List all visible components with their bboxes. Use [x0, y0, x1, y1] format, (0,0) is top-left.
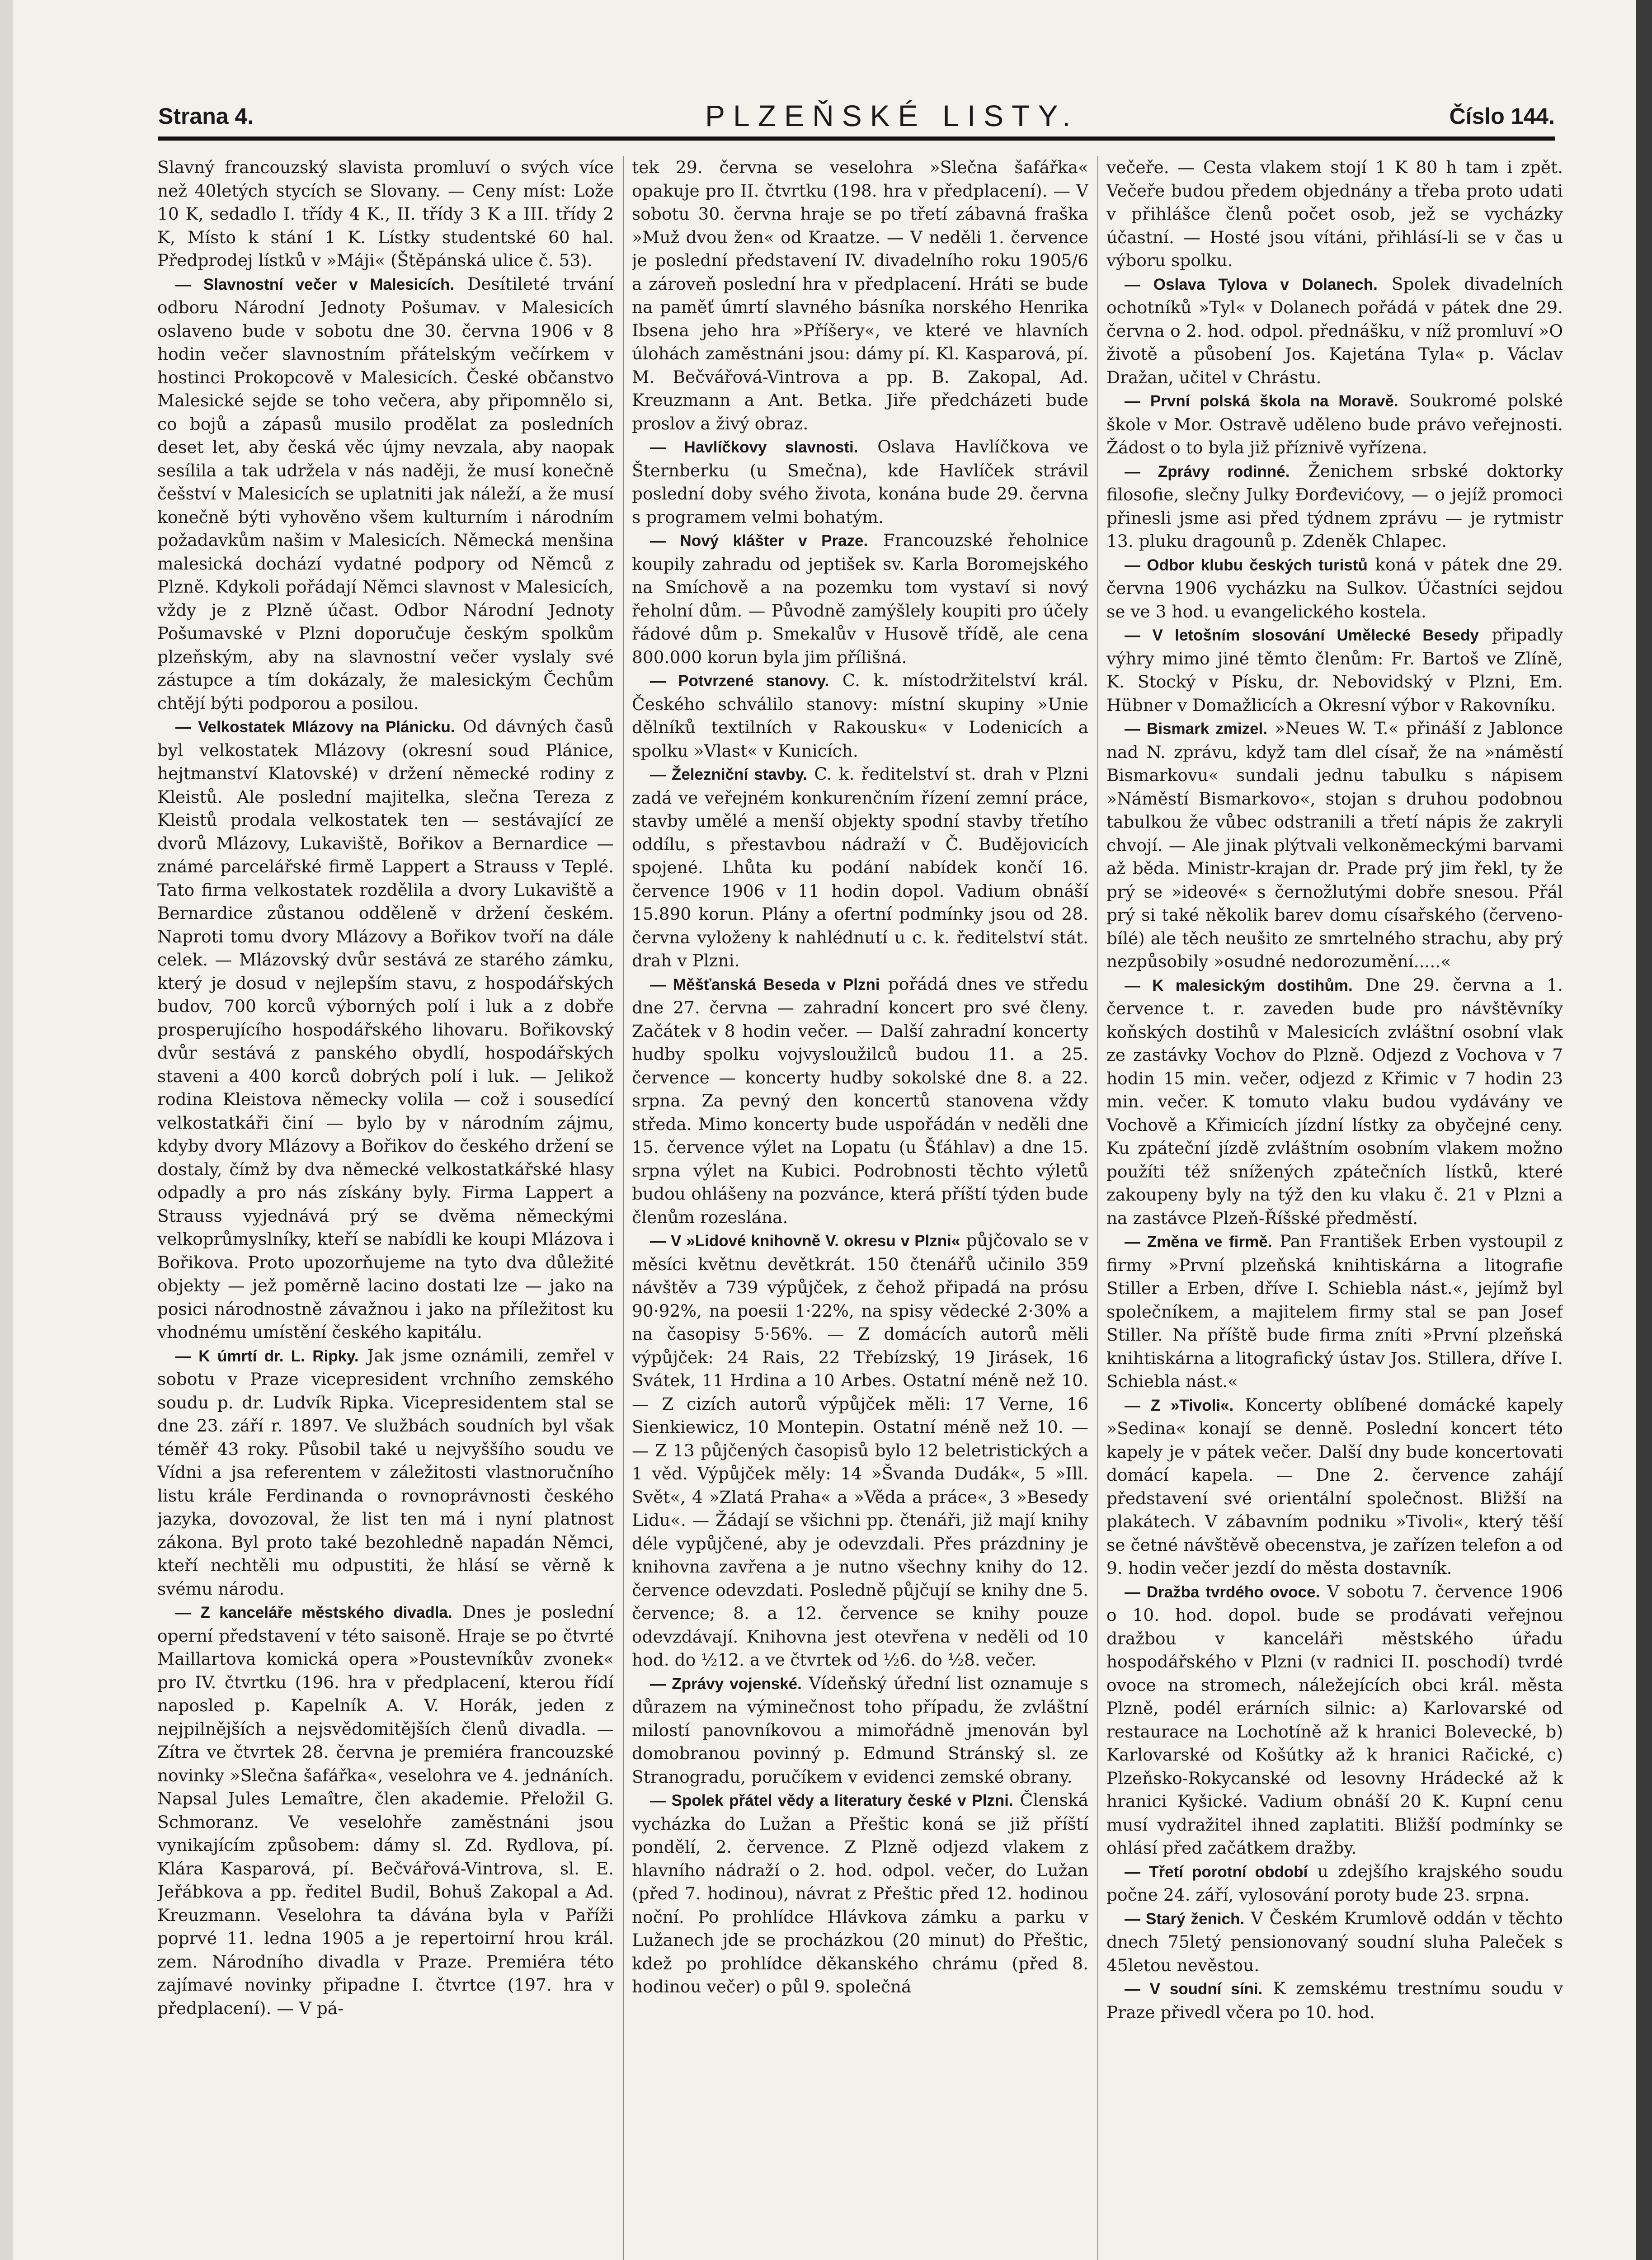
article-headline: — Starý ženich. — [1125, 1910, 1245, 1928]
article-body: Vídeňský úřední list oznamuje s důrazem na výminečnost toho případu, že zvláštní milostí panovníkovou a mimořádně jmenován byl domobranou povinný p. Edmund Stránský sl. ze Stranogradu, poručíkem v evidenci zemské obrany. — [632, 1673, 1088, 1787]
article-headline: — Měšťanská Beseda v Plzni — [650, 975, 880, 993]
article — [1106, 717, 1563, 974]
article-body: Spolek divadelních ochotníků »Tyl« v Dolanech pořádá v pátek dne 29. června o 2. hod. odpol. přednášku, v níž promluví »O životě a působení Jos. Kajetána Tyla« p. Václav Dražan, učitel v Chrástu. — [1106, 273, 1563, 387]
article-headline: — Potvrzené stanovy. — [650, 672, 829, 690]
article-body: koná v pátek dne 29. června 1906 vycházku na Sulkov. Účastníci sejdou se ve 3 hod. u evangelického kostela. — [1106, 554, 1563, 622]
article-body: Oslava Havlíčkova ve Šternberku (u Smečna), kde Havlíček strávil poslední doby svého života, konána bude 29. června s programem velmi bohatým. — [632, 437, 1088, 527]
article — [632, 1672, 1088, 1789]
article — [157, 156, 614, 273]
article-headline: — Bismark zmizel. — [1125, 720, 1267, 738]
header-rule — [158, 137, 1555, 141]
article-headline: — Slavnostní večer v Malesicích. — [175, 275, 455, 293]
article-headline: — V soudní síni. — [1125, 1980, 1263, 1998]
article-body: C. k. místodržitelství král. Českého schválilo stanovy: místní skupiny »Unie dělníků textilních v Rakousku« v Lodenicích a spolku »Vlast« v Kunicích. — [632, 670, 1088, 761]
article — [1106, 156, 1563, 273]
article-headline: — K malesickým dostihům. — [1125, 976, 1353, 994]
column-2 — [632, 156, 1088, 2260]
article — [632, 669, 1088, 763]
article-headline: — Dražba tvrdého ovoce. — [1125, 1583, 1320, 1601]
column-divider — [1097, 156, 1098, 2260]
article — [1106, 1860, 1563, 1907]
article-headline: — Nový klášter v Praze. — [650, 532, 868, 550]
article-body: večeře. — Cesta vlakem stojí 1 K 80 h tam i zpět. Večeře budou předem objednány a třeba proto udati v přihlášce členů počet osob, jež se vycházky účastní. — Hosté jsou vítáni, přihlásí-li se v čas u výboru spolku. — [1106, 157, 1563, 270]
article — [632, 763, 1088, 973]
newspaper-title: PLZEŇSKÉ LISTY. — [705, 99, 1079, 132]
article-body: K zemskému trestnímu soudu v Praze přivedl včera po 10. hod. — [1106, 1978, 1563, 2022]
article-headline: — K úmrtí dr. L. Ripky. — [175, 1347, 359, 1365]
article-body: Dnes je poslední operní představení v této saisoně. Hraje se po čtvrté Maillartova komická opera »Poustevníkův zvonek« pro IV. čtvrtku (196. hra v předplacení, kterou řídí naposled p. Kapelník A. V. Horák, jeden z nejpilnějších a nejsvědomitějších členů divadla. — Zítra ve čtvrtek 28. června je premiéra francouzské novinky »Slečna šafářka«, veselohra ve 4. jednáních. Napsal Jules Lemaître, člen akademie. Přeložil G. Schmoranz. Ve veselohře zaměstnáni jsou vynikajícím způsobem: dámy sl. Zd. Rydlova, pí. Klára Kasparová, pí. Bečvářová-Vintrova, sl. E. Jeřábkova a pp. ředitel Budil, Bohuš Zakopal a Ad. Kreuzmann. Veselohra ta dávána byla v Paříži poprvé 11. ledna 1905 a je repertoirní hrou král. zem. Národního divadla v Praze. Premiéra této zajímavé novinky připadne I. čtvrtce (197. hra v předplacení). — V pá- — [157, 1602, 614, 2018]
article-body: půjčovalo se v měsíci květnu devětkrát. 150 čtenářů učinilo 359 návštěv a 739 výpůjček, z čehož připadá na prósu 90·92%, na poesii 1·22%, na spisy vědecké 2·30% a na časopisy 5·56%. — Z domácích autorů měli výpůjček: 24 Rais, 22 Třebízský, 19 Jirásek, 16 Svátek, 11 Hrdina a 10 Arbes. Ostatní méně než 10. — Z cizích autorů výpůjček měli: 17 Verne, 16 Sienkiewicz, 10 Montepin. Ostatní méně než 10. — — Z 13 půjčených časopisů bylo 12 beletristických a 1 věd. Výpůjček měly: 14 »Švanda Dudák«, 5 »Ill. Svět«, 4 »Zlatá Praha« a »Věda a práce«, 3 »Besedy Lidu«. — Žádají se všichni pp. čtenáři, již mají knihy déle vypůjčené, aby je odevzdali. Přes prázdniny je knihovna zavřena a je nutno všechny knihy do 12. července odevzdati. Posledně půjčují se knihy dne 5. července; 8. a 12. července se knihy pouze odevzdávají. Knihovna jest otevřena v neděli od 10 hod. do ½12. a ve čtvrtek od ½6. do ½8. večer. — [632, 1230, 1088, 1670]
article — [1106, 1394, 1563, 1580]
issue-number: Číslo 144. — [1449, 104, 1555, 129]
article-headline: — Oslava Tylova v Dolanech. — [1125, 275, 1378, 293]
article-headline: — Zprávy vojenské. — [650, 1675, 802, 1693]
article — [632, 1789, 1088, 1999]
article-body: Desítileté trvání odboru Národní Jednoty Pošumav. v Malesicích oslaveno bude v sobotu dne 30. června 1906 v 8 hodin večer slavnostním přátelským večírkem v hostinci Prokopcově v Malesicích. České občanstvo Malesické sejde se toho večera, aby připomnělo si, co bojů a zápasů musilo prodělat za posledních deset let, aby česká věc újmy nevzala, aby naopak sesílila a tak udržela v nás naději, že musí konečně češství v Malesicích se uplatniti jak náleží, a že musí konečně býti vyhověno všem kulturním i národním požadavkům našim v Malesicích. Německá menšina malesická dochází vydatné podpory od Němců z Plzně. Kdykoli pořádají Němci slavnost v Malesicích, vždy je z Plzně účast. Odbor Národní Jednoty Pošumavské v Plzni doporučuje českým spolkům plzeňským, aby na slavnostní večer vyslaly své zástupce a tím dokázaly, že malesickým Čechům chtějí býti podporou a posilou. — [157, 273, 614, 713]
article — [632, 973, 1088, 1229]
article — [157, 273, 614, 716]
article-headline: — Třetí porotní období — [1125, 1863, 1308, 1881]
article — [1106, 273, 1563, 390]
article-body: Pan František Erben vystoupil z firmy »První plzeňská knihtiskárna a litografie Stiller a Erben, dříve I. Schiebla nást.«, jejímž byl společníkem, a majitelem firmy stal se pan Josef Stiller. Na příště bude firma zníti »První plzeňská knihtiskárna a litografický ústav Jos. Stillera, dříve I. Schiebla nást.« — [1106, 1231, 1563, 1391]
article — [1106, 553, 1563, 624]
article-headline: — Velkostatek Mlázovy na Plánicku. — [175, 718, 455, 736]
article — [157, 1344, 614, 1601]
article-headline: — První polská škola na Moravě. — [1125, 392, 1398, 410]
article — [1106, 389, 1563, 460]
article — [1106, 1230, 1563, 1394]
article-body: Koncerty oblíbené domácké kapely »Sedina« konají se denně. Poslední koncert této kapely je v pátek večer. Další dny bude koncertovati domácí kapela. — Dne 2. července zahájí představení své orientální společnost. Bližší na plakátech. V zábavním podniku »Tivoli«, který těší se četné návštěvě obecenstva, je zařízen telefon a od 9. hodin večer jezdí do města dostavník. — [1106, 1394, 1563, 1578]
article-headline: — Spolek přátel vědy a literatury české v Plzni. — [650, 1792, 1013, 1809]
article — [1106, 460, 1563, 553]
article-headline: — V »Lidové knihovně V. okresu v Plzni« — [650, 1232, 960, 1250]
article-body: tek 29. června se veselohra »Slečna šafářka« opakuje pro II. čtvrtku (198. hra v předplacení). — V sobotu 30. června hraje se po třetí zábavná fraška »Muž dvou žen« od Kraatze. — V neděli 1. července je poslední představení IV. divadelního roku 1905/6 a zároveň poslední hra v předplacení. Hráti se bude na paměť úmrtí slavného básníka norského Henrika Ibsena jeho hra »Příšery«, ve které ve hlavních úlohách zaměstnáni jsou: dámy pí. Kl. Kasparová, pí. M. Bečvářová-Vintrova a pp. B. Zakopal, Ad. Kreuzmann a Ant. Betka. Jiře předcházeti bude proslov a živý obraz. — [632, 157, 1088, 433]
article-body: Jak jsme oznámili, zemřel v sobotu v Praze vicepresident vrchního zemského soudu p. dr. Ludvík Ripka. Vicepresidentem stal se dne 23. září r. 1897. Ve službách soudních byl však téměř 43 roky. Působil také u nejvyššího soudu ve Vídni a jsa referentem v záležitosti vlastnoručního listu krále Ferdinanda o rovnoprávnosti českého jazyka, dovozoval, že list ten má i nyní platnost zákona. Byl proto také bezohledně napadán Němci, kteří nechtěli mu odpustiti, že hlásí se věrně k svému národu. — [157, 1345, 614, 1599]
article-body: Francouzské řeholnice koupily zahradu od jeptišek sv. Karla Boromejského na Smíchově a na pozemku tom vystaví si nový řeholní dům. — Původně zamýšlely koupiti pro účely řádové dům p. Smekalův v Husově třídě, ale cena 800.000 korun byla jim přílišná. — [632, 530, 1088, 667]
article-body: Dne 29. června a 1. července t. r. zaveden bude pro návštěvníky koňských dostihů v Malesicích zvláštní osobní vlak ze zastávky Vochov do Plzně. Odjezd z Vochova v 7 hodin 15 min. večer, odjezd z Křimic v 7 hodin 23 min. večer. K tomuto vlaku budou vydávány ve Vochově a Křimicích jízdní lístky za obyčejné ceny. Ku zpáteční jízdě zvláštním osobním vlakem možno použíti též snížených zpátečních lístků, které zakoupeny byly na týž den ku vlaku č. 21 v Plzni a na zastávce Plzeň-Říšské předměstí. — [1106, 975, 1563, 1228]
article — [1106, 1977, 1563, 2024]
article-body: Soukromé polské škole v Mor. Ostravě uděleno bude právo veřejnosti. Žádost o to byla již příznivě vyřízena. — [1106, 391, 1563, 457]
article — [632, 1229, 1088, 1672]
article — [1106, 974, 1563, 1230]
article — [632, 529, 1088, 669]
page-header — [158, 99, 1555, 135]
article — [157, 1601, 614, 2020]
article-body: V Českém Krumlově oddán v těchto dnech 75letý pensionovaný soudní sluha Paleček s 45letou nevěstou. — [1106, 1908, 1563, 1975]
article-body: pořádá dnes ve středu dne 27. června — zahradní koncert pro své členy. Začátek v 8 hodin večer. — Další zahradní koncerty hudby spolku vojvysloužilců budou 11. a 25. července — koncerty hudby sokolské dne 8. a 22. srpna. Za pevný den koncertů stanovena vždy středa. Mimo koncerty bude uspořádán v neděli dne 15. července výlet na Lopatu (u Šťáhlav) a dne 15. srpna výlet na Kubici. Podrobnosti těchto výletů budou ohlášeny na pozvánce, která příští týden bude členům rozeslána. — [632, 974, 1088, 1227]
article — [1106, 623, 1563, 717]
column-3 — [1106, 156, 1563, 2260]
article-headline: — Odbor klubu českých turistů — [1125, 556, 1368, 574]
article — [1106, 1907, 1563, 1978]
article-headline: — Zprávy rodinné. — [1125, 462, 1290, 480]
page-edge — [0, 0, 13, 2260]
article-headline: — Změna ve firmě. — [1125, 1233, 1272, 1251]
page-number: Strana 4. — [158, 104, 254, 129]
article-body: připadly výhry mimo jiné těmto členům: Fr. Bartoš ve Zlíně, K. Stocký v Písku, dr. Nebovidský v Plzni, Em. Hübner v Domažlicích a Okresní výbor v Rakovníku. — [1106, 625, 1563, 715]
article-body: C. k. ředitelství st. drah v Plzni zadá ve veřejném konkurenčním řízení zemní práce, stavby umělé a menší objekty spodní stavby třetího oddílu, s přestavbou nádraží v Č. Budějovicích spojené. Lhůta ku podání nabídek končí 16. července 1906 v 11 hodin dopol. Vadium obnáší 15.890 korun. Plány a ofertní podmínky jsou od 28. června vyloženy k nahlédnutí u c. k. ředitelství stát. drah v Plzni. — [632, 764, 1088, 970]
article-headline: — V letošním slosování Umělecké Besedy — [1125, 626, 1479, 644]
article-body: Od dávných časů byl velkostatek Mlázovy (okresní soud Plánice, hejtmanství Klatovské) v držení německé rodiny z Kleistů. Ale poslední majitelka, slečna Tereza z Kleistů prodala velkostatek ten — sestávající ze dvorů Mlázovy, Lukaviště, Bořikov a Bernardice — známé parcelářské firmě Lappert a Strauss v Teplé. Tato firma velkostatek rozdělila a dvory Lukaviště a Bernardice zůstanou odděleně v držení českém. Naproti tomu dvory Mlázovy a Bořikov tvoří na dále celek. — Mlázovský dvůr sestává ze starého zámku, který je dosud v nejlepším stavu, z hospodářských budov, 700 korců výborných polí i luk a z dobře prosperujícího hospodářského lihovaru. Bořikovský dvůr sestává z panského obydlí, hospodářských staveni a 400 korců dobrých polí i luk. — Jelikož rodina Kleistova německy volila — což i sousedící velkostatkáři činí — bylo by v národním zájmu, kdyby dvory Mlázovy a Bořikov do českého držení se dostaly, čímž by dva německé velkostatkářské hlasy odpadly a pro nás získány byly. Firma Lappert a Strauss vyjednává prý se dvěma německými velkoprůmyslníky, kteří se nabídli ke koupi Mlázova i Bořikova. Proto upozorňujeme na tyto dva důležité objekty — jež poměrně lacino dostati lze — jako na posici národnostně závažnou i jako na příležitost ku vhodnému umístění českého kapitálu. — [157, 716, 614, 1342]
article — [157, 715, 614, 1344]
article-body: u zdejšího krajského soudu počne 24. září, vylosování poroty bude 23. srpna. — [1106, 1861, 1563, 1905]
article — [1106, 1580, 1563, 1860]
article-headline: — Z »Tivoli«. — [1125, 1396, 1234, 1414]
article-body: »Neues W. T.« přináší z Jablonce nad N. zprávu, když tam dlel císař, že na »náměstí Bismarkovu« sundali jednu tabulku s nápisem »Náměstí Bismarkovo«, stojan s druhou podobnou tabulkou že vůbec odstranili a třetí nápis že zakryli chvojí. — Ale jinak plýtvali velkoněmeckými barvami až běda. Ministr-krajan dr. Prade prý jim řekl, ty že prý se »ideové« s černožlutými dobře snesou. Přál prý si také několik barev domu císařského (červeno-bílé) ale těch neušito ze smrtelného strachu, aby prý nezpůsobily »osudné nedorozumění.....« — [1106, 718, 1563, 971]
page-edge-dark — [1636, 0, 1652, 2260]
column-divider — [623, 156, 624, 2260]
article-body: Slavný francouzský slavista promluví o svých více než 40letých stycích se Slovany. — Ceny míst: Lože 10 K, sedadlo I. třídy 4 K., II. třídy 3 K a III. třídy 2 K, Místo k stání 1 K. Lístky studentské 60 hal. Předprodej lístků v »Máji« (Štěpánská ulice č. 53). — [157, 157, 614, 270]
column-1 — [157, 156, 614, 2260]
article — [632, 435, 1088, 529]
article-body: V sobotu 7. července 1906 o 10. hod. dopol. bude se prodávati veřejnou dražbou v kanceláři městského úřadu hospodářského v Plzni (v radnici II. poschodí) tvrdé ovoce na stromech, náležejících obci král. města Plzně, podél erárních silnic: a) Karlovarské od restaurace na Lochotíně až k hranici Bolevecké, b) Karlovarské od Košútky až k hranici Račické, c) Plzeňsko-Rokycanské od lesovny Hrádecké až k hranici Kyšické. Vadium obnáší 20 K. Kupní cenu musí vydražitel ihned zaplatiti. Bližší podmínky se ohlásí před začátkem dražby. — [1106, 1581, 1563, 1858]
article-body: Členská vycházka do Lužan a Přeštic koná se již příští pondělí, 2. července. Z Plzně odjezd vlakem z hlavního nádraží o 2. hod. odpol. večer, do Lužan (před 7. hodinou), návrat z Přeštic před 12. hodinou noční. Po prohlídce Hlávkova zámku a parku v Lužanech jde se procházkou (20 minut) do Přeštic, kdež po prohlídce děkanského chrámu (před 8. hodinou večer) o půl 9. společná — [632, 1790, 1088, 1996]
article-headline: — Z kanceláře městského divadla. — [175, 1604, 452, 1621]
article-headline: — Havlíčkovy slavnosti. — [650, 438, 858, 456]
article — [632, 156, 1088, 435]
article-body: Ženichem srbské doktorky filosofie, slečny Julky Đorđevićovy, — o jejíž promoci přinesli jsme asi před týdnem zprávu — je rytmistr 13. pluku dragounů p. Zdeněk Chlapec. — [1106, 461, 1563, 551]
article-headline: — Železniční stavby. — [650, 766, 808, 783]
